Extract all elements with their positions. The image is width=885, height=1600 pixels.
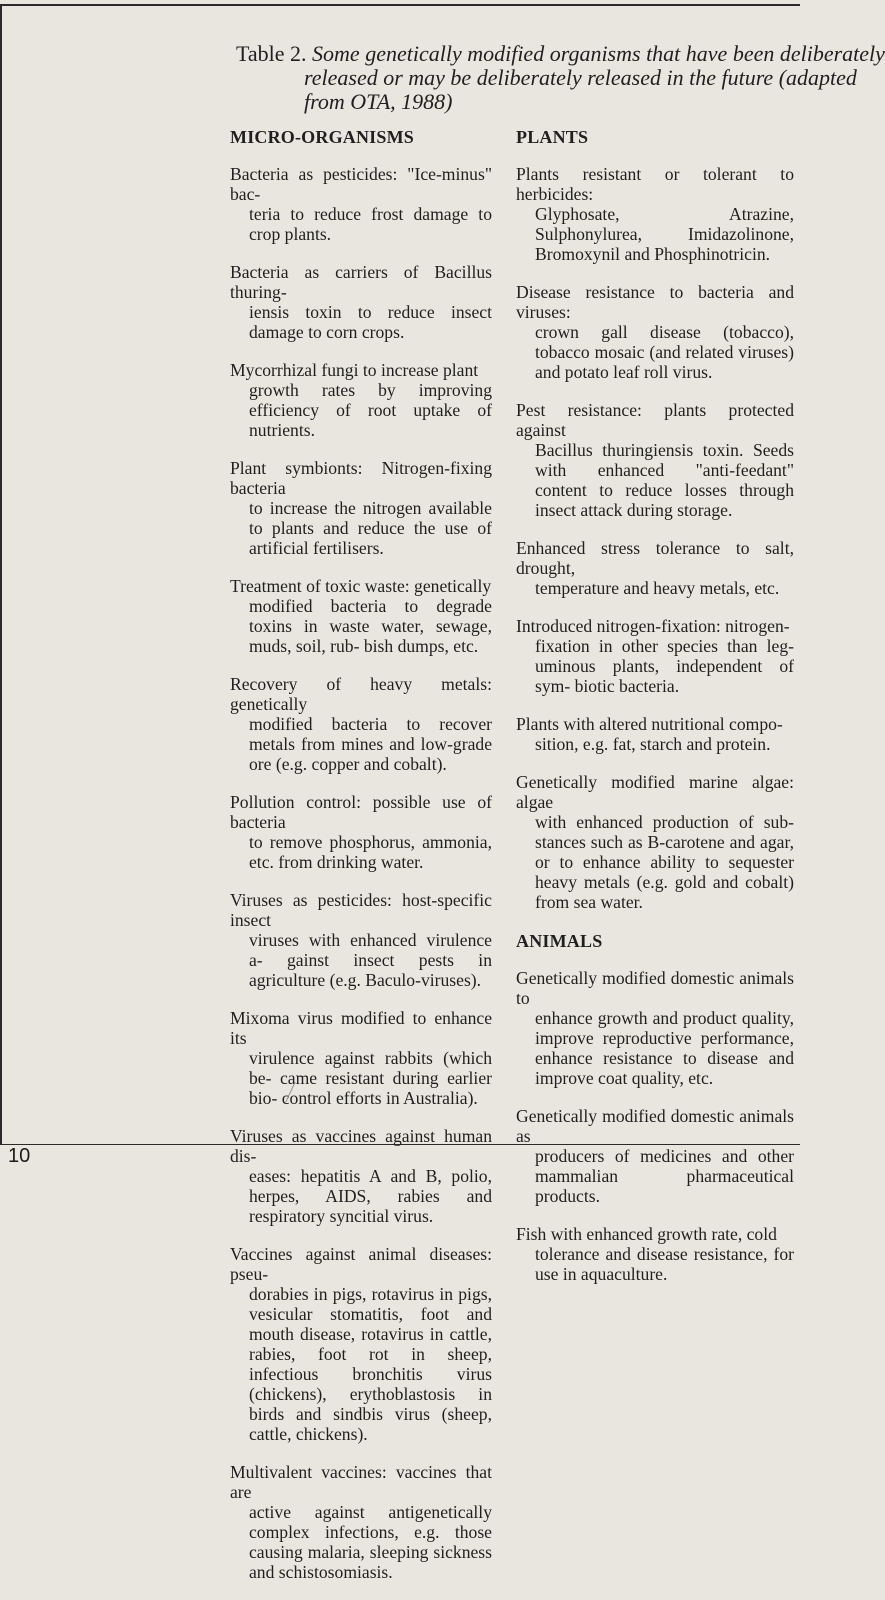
list-item xyxy=(516,538,794,598)
entry-continuation: viruses with enhanced virulence a- gainst insect pests in agriculture (e.g. Baculo-viruses). xyxy=(249,930,492,990)
entry-continuation: fixation in other species than leg- uminous plants, independent of sym- biotic bacteria. xyxy=(535,636,794,696)
entry-first-line: Pollution control: possible use of bacteria xyxy=(230,792,492,832)
entry-first-line: Plants with altered nutritional compo- xyxy=(516,714,783,734)
list-item xyxy=(230,1008,492,1108)
entry-first-line: Plants resistant or tolerant to herbicides: xyxy=(516,164,794,204)
micro-organisms-heading: MICRO-ORGANISMS xyxy=(230,127,415,147)
caption-title-line-1: Some genetically modified organisms that have been deliberately xyxy=(312,41,885,66)
entry-continuation: to remove phosphorus, ammonia, etc. from drinking water. xyxy=(249,832,492,872)
list-item xyxy=(230,890,492,990)
list-item xyxy=(230,1126,492,1226)
entry-first-line: Enhanced stress tolerance to salt, drought, xyxy=(516,538,794,578)
entry-continuation: dorabies in pigs, rotavirus in pigs, vesicular stomatitis, foot and mouth disease, rotavirus in cattle, rabies, foot rot in sheep, infectious bronchitis virus (chickens), erythoblastosis in birds and sindbis virus (sheep, cattle, chickens). xyxy=(249,1284,492,1444)
entry-continuation: producers of medicines and other mammalian pharmaceutical products. xyxy=(535,1146,794,1206)
entry-first-line: Bacteria as carriers of Bacillus thuring- xyxy=(230,262,492,302)
entry-continuation: with enhanced production of sub- stances such as B-carotene and agar, or to enhance ability to sequester heavy metals (e.g. gold and cobalt) from sea water. xyxy=(535,812,794,912)
list-item xyxy=(516,772,794,912)
entry-continuation: virulence against rabbits (which be- came resistant during earlier bio- control efforts in Australia). xyxy=(249,1048,492,1108)
entry-continuation: temperature and heavy metals, etc. xyxy=(535,578,780,598)
entry-first-line: Bacteria as pesticides: "Ice-minus" bac- xyxy=(230,164,492,204)
micro-organisms-column xyxy=(230,126,492,1600)
caption-title-line-2: released or may be deliberately released in the future (adapted xyxy=(304,65,857,90)
entry-first-line: Genetically modified domestic animals as xyxy=(516,1106,794,1146)
list-item xyxy=(230,1462,492,1582)
list-item xyxy=(516,616,794,696)
animals-list xyxy=(516,968,794,1284)
left-border xyxy=(0,4,2,1144)
top-border xyxy=(0,4,800,6)
entry-first-line: Fish with enhanced growth rate, cold xyxy=(516,1224,777,1244)
micro-organisms-list xyxy=(230,164,492,1582)
list-item xyxy=(516,968,794,1088)
caption-title-line-3: from OTA, 1988) xyxy=(304,89,453,114)
entry-continuation: tolerance and disease resistance, for use in aquaculture. xyxy=(535,1244,794,1284)
caption-label: Table 2. xyxy=(236,41,307,66)
entry-first-line: Genetically modified marine algae: algae xyxy=(516,772,794,812)
plants-list xyxy=(516,164,794,912)
plants-heading: PLANTS xyxy=(516,127,589,147)
list-item xyxy=(230,164,492,244)
list-item xyxy=(230,360,492,440)
entry-continuation: to increase the nitrogen available to plants and reduce the use of artificial fertilisers. xyxy=(249,498,492,558)
entry-continuation: growth rates by improving efficiency of root uptake of nutrients. xyxy=(249,380,492,440)
list-item xyxy=(230,262,492,342)
entry-continuation: modified bacteria to degrade toxins in waste water, sewage, muds, soil, rub- bish dumps, etc. xyxy=(249,596,492,656)
entry-first-line: Plant symbionts: Nitrogen-fixing bacteria xyxy=(230,458,492,498)
entry-continuation: active against antigenetically complex infections, e.g. those causing malaria, sleeping sickness and schistosomiasis. xyxy=(249,1502,492,1582)
table-caption xyxy=(236,41,885,114)
plants-animals-column xyxy=(516,126,794,1302)
entry-first-line: Mixoma virus modified to enhance its xyxy=(230,1008,492,1048)
entry-continuation: sition, e.g. fat, starch and protein. xyxy=(535,734,771,754)
list-item xyxy=(516,164,794,264)
entry-continuation: enhance growth and product quality, improve reproductive performance, enhance resistance to disease and improve coat quality, etc. xyxy=(535,1008,794,1088)
list-item xyxy=(516,282,794,382)
list-item xyxy=(230,458,492,558)
entry-first-line: Recovery of heavy metals: genetically xyxy=(230,674,492,714)
entry-continuation: teria to reduce frost damage to crop plants. xyxy=(249,204,492,244)
list-item xyxy=(230,576,492,656)
list-item xyxy=(230,792,492,872)
entry-first-line: Genetically modified domestic animals to xyxy=(516,968,794,1008)
entry-first-line: Mycorrhizal fungi to increase plant xyxy=(230,360,479,380)
entry-continuation: eases: hepatitis A and B, polio, herpes, AIDS, rabies and respiratory syncitial virus. xyxy=(249,1166,492,1226)
entry-continuation: Glyphosate, Atrazine, Sulphonylurea, Imidazolinone, Bromoxynil and Phosphinotricin. xyxy=(535,204,794,264)
entry-continuation: iensis toxin to reduce insect damage to corn crops. xyxy=(249,302,492,342)
list-item xyxy=(516,714,794,754)
animals-heading: ANIMALS xyxy=(516,931,603,951)
list-item xyxy=(516,1224,794,1284)
entry-first-line: Vaccines against animal diseases: pseu- xyxy=(230,1244,492,1284)
entry-first-line: Treatment of toxic waste: genetically xyxy=(230,576,492,596)
entry-continuation: modified bacteria to recover metals from mines and low-grade ore (e.g. copper and cobalt). xyxy=(249,714,492,774)
entry-first-line: Viruses as vaccines against human dis- xyxy=(230,1126,492,1166)
entry-continuation: Bacillus thuringiensis toxin. Seeds with enhanced "anti-feedant" content to reduce losses through insect attack during storage. xyxy=(535,440,794,520)
entry-first-line: Viruses as pesticides: host-specific insect xyxy=(230,890,492,930)
page-number: 10 xyxy=(8,1145,31,1167)
entry-first-line: Pest resistance: plants protected against xyxy=(516,400,794,440)
caption-line-1 xyxy=(236,41,885,66)
list-item xyxy=(230,1244,492,1444)
entry-first-line: Multivalent vaccines: vaccines that are xyxy=(230,1462,492,1502)
entry-first-line: Disease resistance to bacteria and viruses: xyxy=(516,282,794,322)
list-item xyxy=(516,400,794,520)
list-item xyxy=(516,1106,794,1206)
entry-first-line: Introduced nitrogen-fixation: nitrogen- xyxy=(516,616,790,636)
list-item xyxy=(230,674,492,774)
entry-continuation: crown gall disease (tobacco), tobacco mosaic (and related viruses) and potato leaf roll virus. xyxy=(535,322,794,382)
